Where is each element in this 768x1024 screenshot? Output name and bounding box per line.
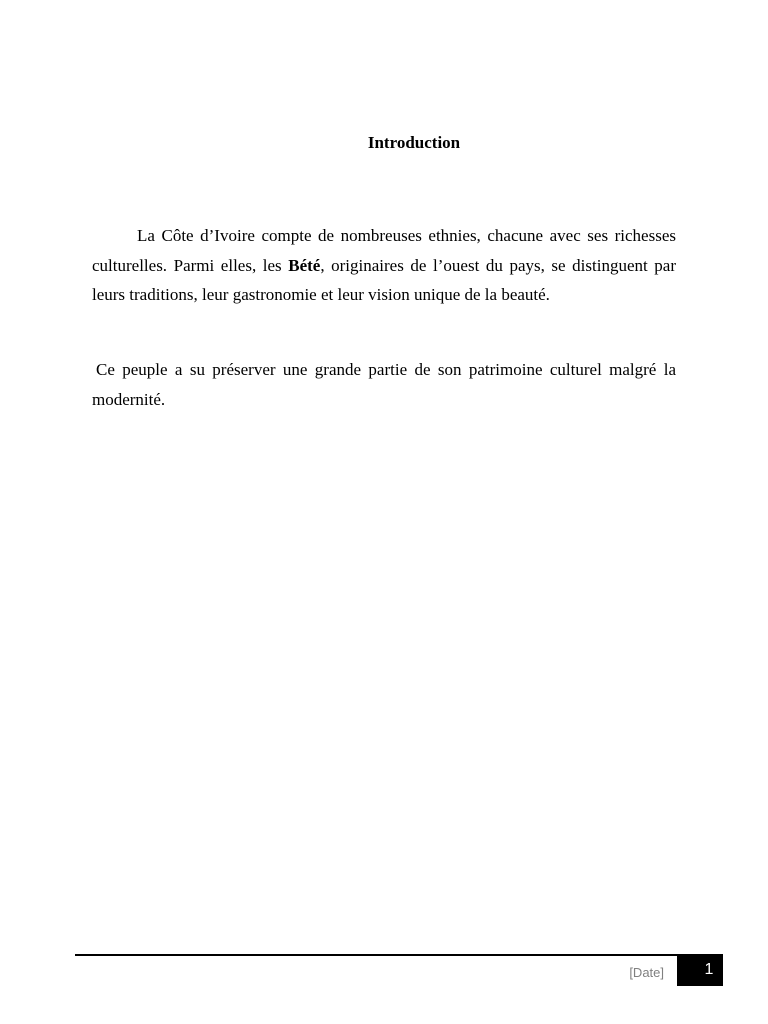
paragraph-2-text: Ce peuple a su préserver une grande partie de son patrimoine culturel malgré la modernité. xyxy=(92,360,676,409)
paragraph-1-bold-term: Bété xyxy=(288,255,321,275)
section-title: Introduction xyxy=(367,133,461,152)
page-number-box xyxy=(677,956,723,986)
paragraph-2 xyxy=(92,355,676,414)
page-number: 1 xyxy=(704,961,714,978)
paragraph-1 xyxy=(92,221,676,310)
paragraph-1-text-start: La Côte d’Ivoire compte de nombreuses ethnies, chacune avec ses richesses culturelles. Parmi elles, les xyxy=(92,226,676,275)
footer-divider xyxy=(75,954,723,956)
footer-date-placeholder[interactable]: [Date] xyxy=(629,965,664,980)
paragraph-1-text-end: , originaires de l’ouest du pays, se distinguent par leurs traditions, leur gastronomie et leur vision unique de la beauté. xyxy=(92,255,676,304)
